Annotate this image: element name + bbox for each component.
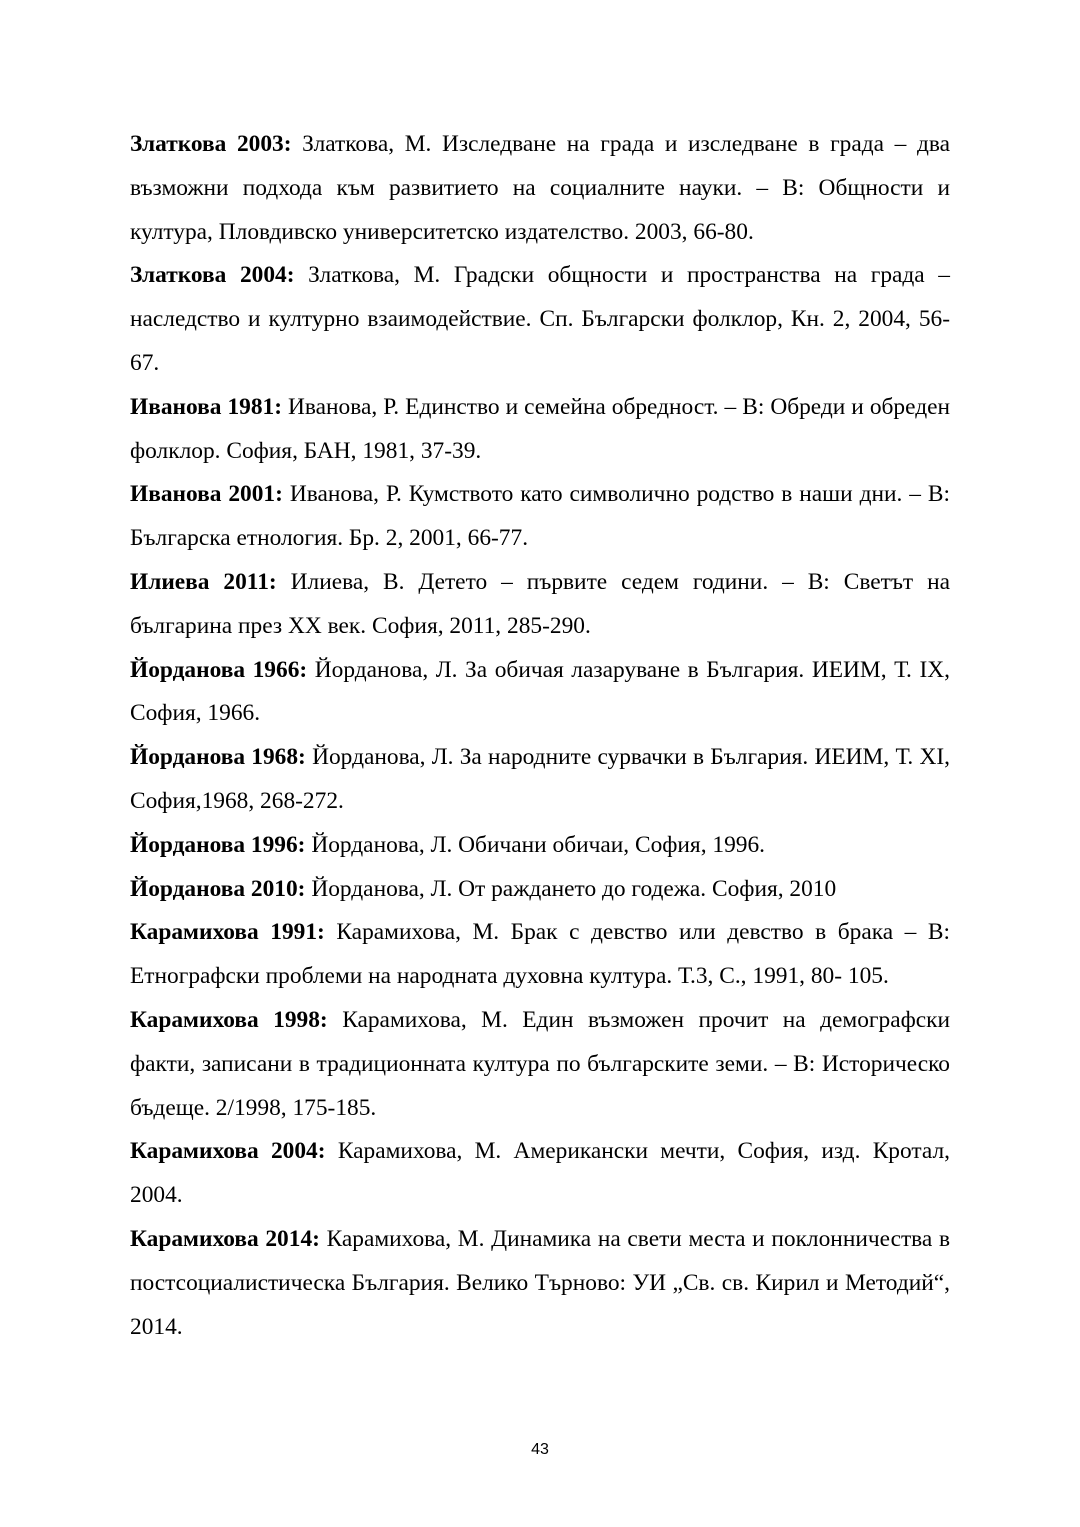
- reference-text: Карамихова, М. Динамика на свети места и поклонничества в постсоциалистическа България. Велико Търново: УИ „Св. св. Кирил и Методий“, 2014.: [130, 1225, 951, 1340]
- reference-text: Йорданова, Л. Обичани обичаи, София, 1996.: [311, 831, 766, 858]
- reference-entry: [130, 386, 950, 474]
- reference-text: Карамихова, М. Американски мечти, София, изд. Кротал, 2004.: [130, 1138, 950, 1209]
- reference-key: Карамихова 2004:: [130, 1138, 326, 1165]
- reference-text: Йорданова, Л. За обичая лазаруване в България. ИЕИМ, Т. IX, София, 1966.: [130, 656, 951, 727]
- reference-key: Карамихова 1991:: [130, 919, 325, 946]
- reference-entry: [130, 561, 950, 649]
- reference-text: Илиева, В. Детето – първите седем години. – В: Светът на българина през XX век. София, 2011, 285-290.: [130, 568, 950, 639]
- reference-text: Иванова, Р. Кумството като символично родство в наши дни. – В: Българска етнология. Бр. 2, 2001, 66-77.: [130, 481, 950, 552]
- reference-key: Йорданова 1996:: [130, 831, 306, 858]
- reference-key: Карамихова 1998:: [130, 1006, 328, 1033]
- reference-entry: [130, 254, 950, 385]
- page-number: 43: [531, 1441, 549, 1458]
- reference-key: Иванова 2001:: [130, 481, 283, 508]
- reference-list: [130, 123, 950, 1349]
- reference-key: Йорданова 2010:: [130, 875, 306, 902]
- reference-entry: [130, 999, 950, 1130]
- reference-text: Карамихова, М. Един възможен прочит на демографски факти, записани в традиционната култура по българските земи. – В: Историческо бъдеще. 2/1998, 175-185.: [130, 1006, 950, 1121]
- reference-key: Карамихова 2014:: [130, 1225, 320, 1252]
- reference-key: Иванова 1981:: [130, 393, 283, 420]
- reference-key: Йорданова 1966:: [130, 656, 308, 683]
- reference-entry: [130, 911, 950, 999]
- reference-text: Иванова, Р. Единство и семейна обредност. – В: Обреди и обреден фолклор. София, БАН, 1981, 37-39.: [130, 393, 950, 464]
- reference-entry: [130, 1218, 950, 1349]
- reference-key: Йорданова 1968:: [130, 744, 306, 771]
- reference-entry: [130, 123, 950, 254]
- reference-entry: [130, 736, 950, 824]
- reference-key: Златкова 2003:: [130, 131, 292, 157]
- reference-entry: [130, 824, 950, 868]
- reference-entry: [130, 1130, 950, 1218]
- reference-text: Златкова, М. Градски общности и пространства на града – наследство и културно взаимодействие. Сп. Български фолклор, Кн. 2, 2004, 56-67.: [130, 262, 950, 376]
- reference-key: Илиева 2011:: [130, 568, 277, 595]
- reference-text: Йорданова, Л. От раждането до годежа. София, 2010: [311, 875, 837, 902]
- reference-entry: [130, 649, 950, 737]
- reference-text: Карамихова, М. Брак с девство или девство в брака – В: Етнографски проблеми на народната духовна култура. Т.3, С., 1991, 80- 105.: [130, 919, 950, 990]
- reference-text: Йорданова, Л. За народните сурвачки в България. ИЕИМ, Т. XI, София,1968, 268-272.: [130, 744, 950, 814]
- reference-key: Златкова 2004:: [130, 262, 295, 289]
- reference-entry: [130, 473, 950, 561]
- reference-text: Златкова, М. Изследване на града и изследване в града – два възможни подхода към развитието на социалните науки. – В: Общности и култура, Пловдивско университетско издателство. 2003, 66-80.: [130, 131, 950, 245]
- reference-entry: [130, 868, 950, 912]
